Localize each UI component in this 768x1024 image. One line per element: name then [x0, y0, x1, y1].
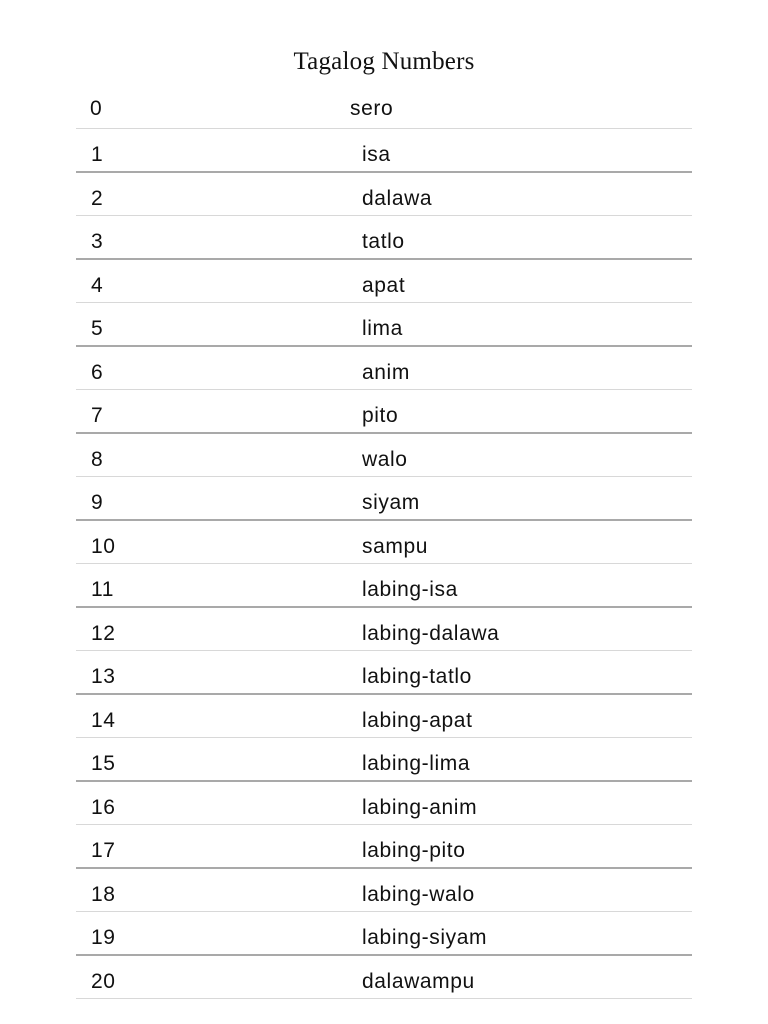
table-row: [76, 303, 692, 347]
word-cell: sero: [350, 97, 394, 120]
word-cell: dalawampu: [362, 970, 475, 993]
word-cell: anim: [362, 361, 410, 384]
number-cell: 1: [91, 143, 104, 166]
number-cell: 17: [91, 839, 116, 862]
table-row: [76, 608, 692, 651]
table-row: [76, 956, 692, 999]
number-cell: 14: [91, 709, 116, 732]
word-cell: labing-anim: [362, 796, 478, 819]
word-cell: tatlo: [362, 230, 405, 253]
table-row: [76, 129, 692, 173]
numbers-table: [76, 129, 692, 999]
table-row: [76, 434, 692, 477]
number-cell: 5: [91, 317, 104, 340]
table-row: [76, 216, 692, 260]
table-row: [76, 912, 692, 956]
table-row: [76, 173, 692, 216]
number-cell: 8: [91, 448, 104, 471]
number-cell: 19: [91, 926, 116, 949]
number-cell: 9: [91, 491, 104, 514]
word-cell: apat: [362, 274, 406, 297]
table-row: [76, 521, 692, 564]
table-row: [76, 477, 692, 521]
word-cell: siyam: [362, 491, 420, 514]
word-cell: sampu: [362, 535, 429, 558]
table-row: [76, 347, 692, 390]
word-cell: labing-isa: [362, 578, 458, 601]
word-cell: walo: [362, 448, 408, 471]
word-cell: pito: [362, 404, 399, 427]
word-cell: labing-dalawa: [362, 622, 500, 645]
number-cell: 6: [91, 361, 104, 384]
number-cell: 4: [91, 274, 104, 297]
number-cell: 20: [91, 970, 116, 993]
number-cell: 0: [90, 97, 103, 120]
number-cell: 2: [91, 187, 104, 210]
number-cell: 15: [91, 752, 116, 775]
number-cell: 11: [91, 578, 114, 601]
word-cell: labing-walo: [362, 883, 475, 906]
number-cell: 18: [91, 883, 116, 906]
word-cell: labing-tatlo: [362, 665, 472, 688]
table-row: [76, 651, 692, 695]
page-title: Tagalog Numbers: [293, 48, 475, 75]
word-cell: labing-siyam: [362, 926, 488, 949]
table-row: [76, 260, 692, 303]
table-row: [76, 869, 692, 912]
word-cell: labing-pito: [362, 839, 466, 862]
table-row: [76, 825, 692, 869]
word-cell: isa: [362, 143, 391, 166]
word-cell: lima: [362, 317, 403, 340]
number-cell: 10: [91, 535, 116, 558]
table-row: [76, 564, 692, 608]
number-cell: 3: [91, 230, 104, 253]
table-row: [76, 738, 692, 782]
table-row: [76, 782, 692, 825]
word-cell: labing-lima: [362, 752, 471, 775]
table-row: [76, 390, 692, 434]
number-cell: 16: [91, 796, 116, 819]
word-cell: dalawa: [362, 187, 433, 210]
table-row: [76, 92, 692, 129]
number-cell: 7: [91, 404, 104, 427]
word-cell: labing-apat: [362, 709, 473, 732]
table-row: [76, 695, 692, 738]
number-cell: 12: [91, 622, 116, 645]
number-cell: 13: [91, 665, 116, 688]
